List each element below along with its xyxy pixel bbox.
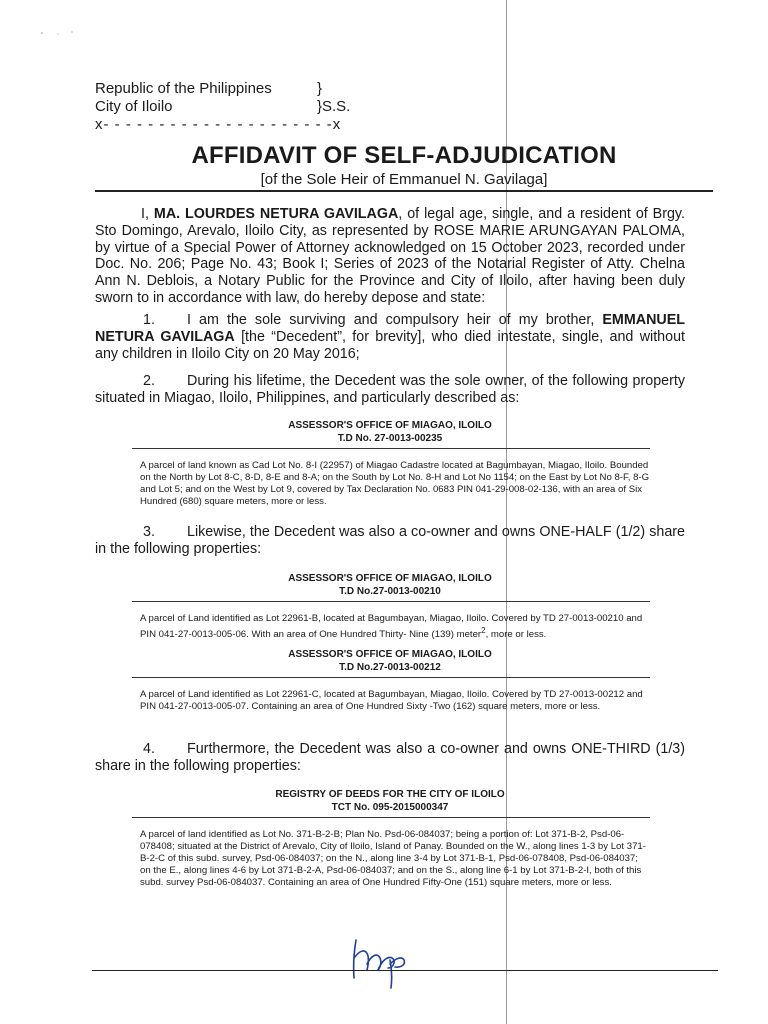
property-2-divider: [132, 601, 650, 602]
paragraph-3: [95, 524, 685, 558]
property-2-header: [95, 572, 685, 598]
document-title: AFFIDAVIT OF SELF-ADJUDICATION: [191, 142, 617, 169]
property-3-header: [95, 648, 685, 674]
paragraph-2: [95, 373, 685, 407]
paragraph-4-number: 4.: [143, 741, 155, 757]
property-1-office: ASSESSOR'S OFFICE OF MIAGAO, ILOILO: [288, 420, 492, 431]
property-3-ref: T.D No.27-0013-00212: [339, 662, 441, 673]
paragraph-2-number: 2.: [143, 373, 155, 389]
property-2-desc-superscript: 2: [481, 626, 486, 635]
property-1-divider: [132, 448, 650, 449]
signature-line: [92, 970, 718, 971]
property-4-header: [95, 788, 685, 814]
paragraph-1-pre: I am the sole surviving and compulsory heir of my brother,: [187, 312, 603, 328]
intro-paragraph: [95, 206, 685, 307]
property-4-office: REGISTRY OF DEEDS FOR THE CITY OF ILOILO: [275, 789, 505, 800]
property-4-description: A parcel of land identified as Lot No. 371-B-2-B; Plan No. Psd-06-084037; being a portion of: Lot 371-B-2, Psd-06-078408; situated at the District of Arevalo, City of Iloilo, Island of Panay. Bounded on the W., along lines 1-3 by Lot 371-B-2-C of this subd. survey, Psd-06-084037; on the N., along line 3-4 by Lot 371-B-1, Psd-06-078408, Psd-06-084037; on the E., along lines 4-6 by Lot 371-B-2-A, Psd-06-084037; and on the S., along line 6-1 by Lot 371-B-2-I, both of this subd. survey Psd-06-084037. Containing an area of One Hundred Fifty-One (151) square meters, more or less.: [140, 829, 646, 888]
property-2-desc-main: A parcel of Land identified as Lot 22961-B, located at Bagumbayan, Miagao, Iloilo. Covered by TD 27-0013-00210 and PIN 041-27-0013-005-06. With an area of One Hundred Thirty- Nine (139) meter: [140, 613, 643, 641]
venue-ss: }S.S.: [317, 98, 351, 115]
intro-body: , of legal age, single, and a resident of Brgy. Sto Domingo, Arevalo, Iloilo City, as represented by ROSE MARIE ARUNGAYAN PALOMA, by virtue of a Special Power of Attorney acknowledged on 15 October 2023, recorded under Doc. No. 206; Page No. 43; Book I; Series of 2023 of the Notarial Register of Atty. Chelna Ann N. Deblois, a Notary Public for the Province and City of Iloilo, after having been duly sworn to in accordance with law, do hereby depose and state:: [95, 206, 685, 306]
venue-city: City of Iloilo: [95, 98, 173, 115]
paragraph-3-number: 3.: [143, 524, 155, 540]
decedent-name: EMMANUEL NETURA GAVILAGA: [95, 312, 685, 345]
paragraph-3-text: Likewise, the Decedent was also a co-owner and owns ONE-HALF (1/2) share in the following properties:: [95, 524, 685, 557]
signature-initials: [340, 930, 410, 990]
property-3-office: ASSESSOR'S OFFICE OF MIAGAO, ILOILO: [288, 649, 492, 660]
venue-dash-line: x- - - - - - - - - - - - - - - - - - - - -x: [95, 116, 342, 133]
property-2-description: [140, 613, 650, 641]
property-2-desc-end: , more or less.: [485, 629, 547, 641]
property-4-divider: [132, 817, 650, 818]
property-4-ref: TCT No. 095-2015000347: [331, 802, 449, 813]
venue-block: [95, 80, 350, 134]
title-divider: [95, 190, 713, 192]
property-1-header: [95, 419, 685, 445]
venue-brace: }: [317, 80, 323, 97]
property-3-divider: [132, 677, 650, 678]
affiant-name: MA. LOURDES NETURA GAVILAGA: [153, 206, 399, 222]
intro-pre: I,: [141, 206, 154, 222]
paragraph-1-number: 1.: [143, 312, 155, 328]
property-3-description: A parcel of Land identified as Lot 22961-C, located at Bagumbayan, Miagao, Iloilo. Covered by TD 27-0013-00212 and PIN 041-27-0013-005-07. Containing an area of One Hundred Sixty -Two (162) square meters, more or less.: [140, 689, 643, 712]
paragraph-1: [95, 312, 685, 362]
property-2-office: ASSESSOR'S OFFICE OF MIAGAO, ILOILO: [288, 573, 492, 584]
paragraph-1-post: [the “Decedent”, for brevity], who died intestate, single, and without any children in Iloilo City on 20 May 2016;: [95, 328, 686, 362]
venue-republic: Republic of the Philippines: [95, 80, 272, 97]
document-subtitle: [of the Sole Heir of Emmanuel N. Gavilaga]: [260, 171, 548, 188]
property-1-ref: T.D No. 27-0013-00235: [337, 433, 443, 444]
scan-speck: [38, 28, 88, 38]
property-1-description: A parcel of land known as Cad Lot No. 8-I (22957) of Miagao Cadastre located at Bagumbayan, Miagao, Iloilo. Bounded on the North by Lot 8-C, 8-D, 8-E and 8-A; on the South by Lot No. 8-H and Lot No 1154; on the East by Lot No 8-F, 8-G and Lot 5; and on the West by Lot 9, covered by Tax Declaration No. 0683 PIN 041-29-008-02-136, with an area of Six Hundred (680) square meters, more or less.: [140, 460, 650, 507]
paragraph-4-text: Furthermore, the Decedent was also a co-owner and owns ONE-THIRD (1/3) share in the following properties:: [95, 741, 685, 774]
paragraph-2-text: During his lifetime, the Decedent was the sole owner, of the following property situated in Miagao, Iloilo, Philippines, and particularly described as:: [95, 373, 685, 406]
paragraph-4: [95, 741, 685, 775]
property-2-ref: T.D No.27-0013-00210: [339, 586, 441, 597]
